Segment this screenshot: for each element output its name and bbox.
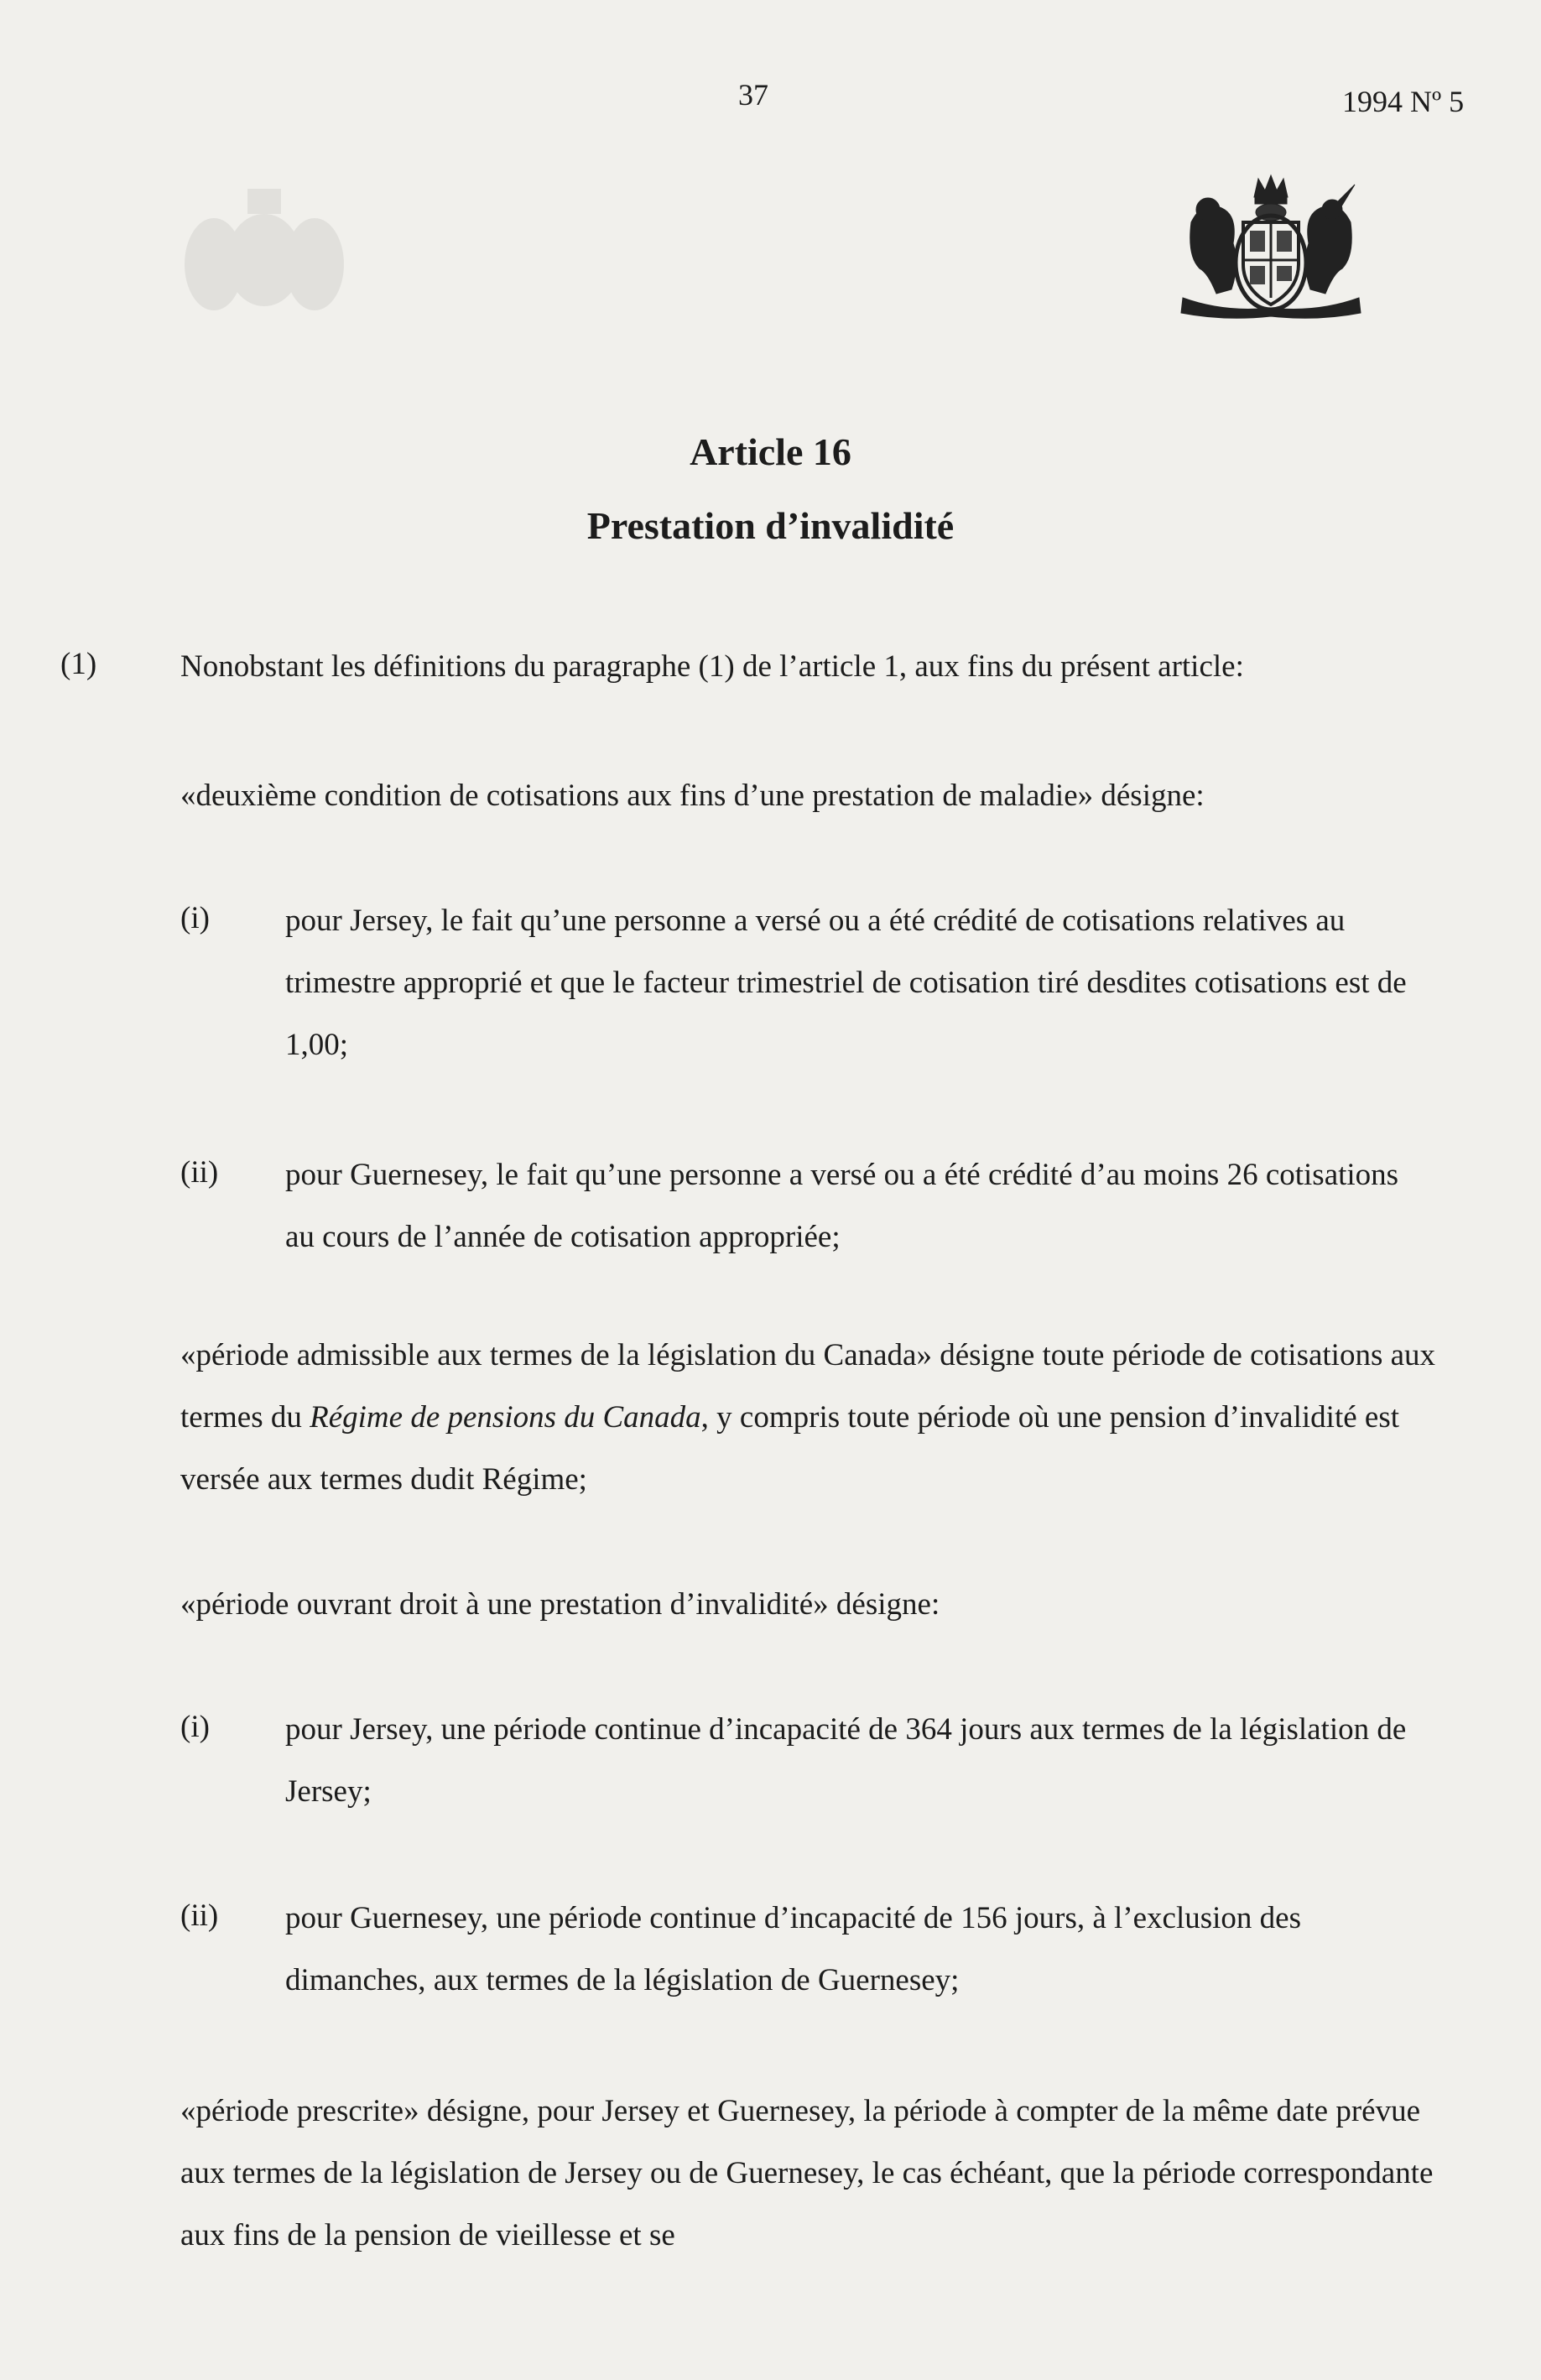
paragraph-number: (1) [60,647,97,681]
ghost-crest-icon [168,180,361,327]
definition-paragraph: «période prescrite» désigne, pour Jersey et Guernesey, la période à compter de la même date prévue aux termes de la législation de Jersey ou de Guernesey, le cas échéant, que la période correspondante aux fins de la pension de vieillesse et se [180,2094,1434,2252]
article-title: Article 16 [690,430,851,473]
royal-coat-of-arms-icon [1174,172,1367,319]
item-number: (ii) [180,1898,219,1933]
item-number: (i) [180,1710,210,1744]
definition-paragraph [180,1325,1455,1511]
definition-text-a: «période admissible aux termes de la législation du Canada» désigne toute période de cotisations aux termes du [180,1338,1436,1435]
document-reference: 1994 Nº 5 [1342,85,1465,118]
item-number: (i) [180,901,210,935]
definition-italic-title: Régime de pensions du Canada [310,1400,701,1435]
item-text: pour Jersey, le fait qu’une personne a versé ou a été crédité de cotisations relatives au trimestre approprié et que le facteur trimestriel de cotisation tiré desdites cotisations est de 1,00; [285,904,1407,1062]
article-subtitle: Prestation d’invalidité [586,504,955,547]
definition-intro: «deuxième condition de cotisations aux fins d’une prestation de maladie» désigne: [180,779,1205,813]
item-number: (ii) [180,1155,219,1190]
item-text: pour Guernesey, le fait qu’une personne a versé ou a été crédité d’au moins 26 cotisations au cours de l’année de cotisation appropriée; [285,1158,1399,1254]
definition-text-b: , y compris toute période où une pension d’invalidité est versée aux termes dudit Régime; [180,1400,1399,1497]
definition-intro: «période ouvrant droit à une prestation d’invalidité» désigne: [180,1587,940,1622]
item-text: pour Guernesey, une période continue d’incapacité de 156 jours, à l’exclusion des dimanches, aux termes de la législation de Guernesey; [285,1901,1301,1997]
page-number: 37 [738,78,768,112]
item-text: pour Jersey, une période continue d’incapacité de 364 jours aux termes de la législation de Jersey; [285,1712,1407,1809]
paragraph-text: Nonobstant les définitions du paragraphe (1) de l’article 1, aux fins du présent article: [180,649,1244,684]
